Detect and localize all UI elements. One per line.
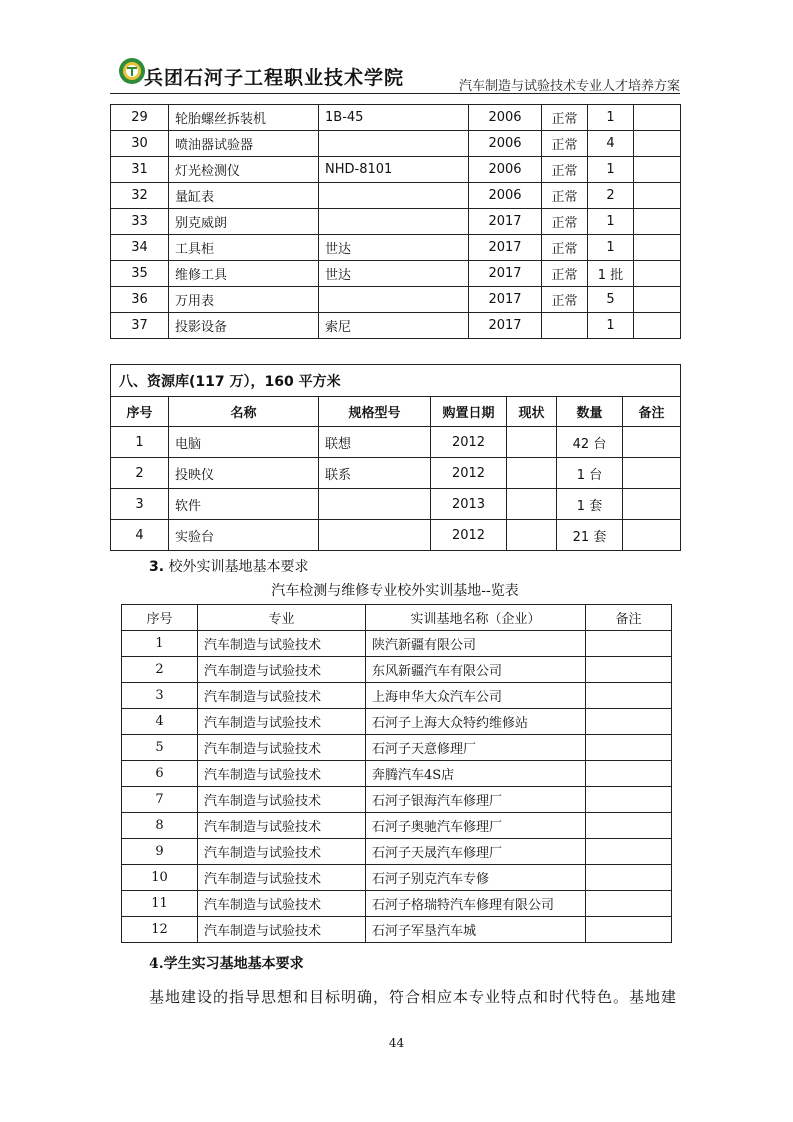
equipment-row xyxy=(111,105,681,131)
offcampus-cell: 4 xyxy=(122,709,198,735)
resource-row xyxy=(111,458,681,489)
equipment-cell: 29 xyxy=(111,105,169,131)
equipment-table-body xyxy=(111,105,681,339)
equipment-cell: 工具柜 xyxy=(169,235,319,261)
offcampus-cell: 汽车制造与试验技术 xyxy=(198,657,366,683)
offcampus-cell: 7 xyxy=(122,787,198,813)
resource-cell: 1 套 xyxy=(557,489,623,520)
offcampus-cell xyxy=(586,813,672,839)
equipment-cell: 灯光检测仪 xyxy=(169,157,319,183)
offcampus-cell xyxy=(586,917,672,943)
equipment-cell: 36 xyxy=(111,287,169,313)
equipment-cell xyxy=(319,209,469,235)
resource-cell: 42 台 xyxy=(557,427,623,458)
offcampus-cell: 石河子银海汽车修理厂 xyxy=(366,787,586,813)
equipment-cell xyxy=(634,157,681,183)
resource-cell: 联系 xyxy=(319,458,431,489)
offcampus-row xyxy=(122,735,672,761)
equipment-table-continued xyxy=(110,104,681,339)
offcampus-row xyxy=(122,787,672,813)
offcampus-cell: 1 xyxy=(122,631,198,657)
offcampus-row xyxy=(122,891,672,917)
resource-row xyxy=(111,489,681,520)
equipment-cell: 32 xyxy=(111,183,169,209)
page-number: 44 xyxy=(388,1036,405,1050)
offcampus-cell: 石河子别克汽车专修 xyxy=(366,865,586,891)
equipment-cell: 37 xyxy=(111,313,169,339)
equipment-cell: 正常 xyxy=(542,183,588,209)
offcampus-cell: 石河子格瑞特汽车修理有限公司 xyxy=(366,891,586,917)
offcampus-row xyxy=(122,917,672,943)
resource-cell: 2012 xyxy=(431,520,507,551)
equipment-cell: 2017 xyxy=(469,261,542,287)
equipment-cell: 4 xyxy=(588,131,634,157)
equipment-cell: 2017 xyxy=(469,209,542,235)
school-logo-icon xyxy=(118,57,146,85)
resource-header-cell: 名称 xyxy=(169,397,319,427)
equipment-cell: 索尼 xyxy=(319,313,469,339)
equipment-cell: 正常 xyxy=(542,209,588,235)
offcampus-cell: 上海申华大众汽车公司 xyxy=(366,683,586,709)
equipment-cell xyxy=(634,105,681,131)
offcampus-row xyxy=(122,631,672,657)
offcampus-cell: 陕汽新疆有限公司 xyxy=(366,631,586,657)
resource-cell xyxy=(623,458,681,489)
offcampus-cell xyxy=(586,735,672,761)
equipment-cell: 世达 xyxy=(319,261,469,287)
resource-row xyxy=(111,427,681,458)
offcampus-cell: 汽车制造与试验技术 xyxy=(198,761,366,787)
equipment-cell: 2017 xyxy=(469,287,542,313)
resource-cell xyxy=(507,489,557,520)
resource-cell xyxy=(623,520,681,551)
equipment-cell: 1 xyxy=(588,157,634,183)
resource-cell xyxy=(507,520,557,551)
resource-cell: 4 xyxy=(111,520,169,551)
equipment-row xyxy=(111,209,681,235)
resource-cell xyxy=(507,427,557,458)
document-title: 汽车制造与试验技术专业人才培养方案 xyxy=(458,79,680,94)
offcampus-cell xyxy=(586,631,672,657)
offcampus-cell: 9 xyxy=(122,839,198,865)
equipment-cell: 1 xyxy=(588,313,634,339)
resource-row xyxy=(111,520,681,551)
offcampus-cell: 汽车制造与试验技术 xyxy=(198,709,366,735)
equipment-cell: 万用表 xyxy=(169,287,319,313)
offcampus-cell: 石河子奥驰汽车修理厂 xyxy=(366,813,586,839)
offcampus-cell: 汽车制造与试验技术 xyxy=(198,917,366,943)
offcampus-cell: 奔腾汽车4S店 xyxy=(366,761,586,787)
offcampus-row xyxy=(122,839,672,865)
offcampus-cell: 汽车制造与试验技术 xyxy=(198,891,366,917)
offcampus-cell: 6 xyxy=(122,761,198,787)
resource-cell: 投映仪 xyxy=(169,458,319,489)
offcampus-cell: 石河子天意修理厂 xyxy=(366,735,586,761)
resource-cell: 1 xyxy=(111,427,169,458)
resource-header-cell: 序号 xyxy=(111,397,169,427)
equipment-cell: 30 xyxy=(111,131,169,157)
resource-cell: 联想 xyxy=(319,427,431,458)
offcampus-cell: 汽车制造与试验技术 xyxy=(198,631,366,657)
equipment-cell: 33 xyxy=(111,209,169,235)
equipment-cell: 2006 xyxy=(469,183,542,209)
equipment-cell: 31 xyxy=(111,157,169,183)
section-4-heading: 4.学生实习基地基本要求 xyxy=(149,956,304,972)
equipment-cell: 别克威朗 xyxy=(169,209,319,235)
equipment-row xyxy=(111,131,681,157)
equipment-row xyxy=(111,157,681,183)
resource-header-cell: 数量 xyxy=(557,397,623,427)
resource-header-cell: 购置日期 xyxy=(431,397,507,427)
offcampus-cell xyxy=(586,709,672,735)
offcampus-cell: 12 xyxy=(122,917,198,943)
offcampus-cell xyxy=(586,891,672,917)
equipment-cell: 正常 xyxy=(542,261,588,287)
equipment-cell: 喷油器试验器 xyxy=(169,131,319,157)
offcampus-cell: 东风新疆汽车有限公司 xyxy=(366,657,586,683)
offcampus-header-cell: 序号 xyxy=(122,605,198,631)
resource-cell: 2 xyxy=(111,458,169,489)
school-name: 兵团石河子工程职业技术学院 xyxy=(144,67,405,89)
resource-header-cell: 现状 xyxy=(507,397,557,427)
offcampus-cell xyxy=(586,657,672,683)
offcampus-cell xyxy=(586,787,672,813)
offcampus-row xyxy=(122,683,672,709)
offcampus-cell: 汽车制造与试验技术 xyxy=(198,683,366,709)
equipment-cell: 正常 xyxy=(542,131,588,157)
resource-section-title: 八、资源库(117 万），160 平方米 xyxy=(111,365,681,397)
offcampus-header-cell: 实训基地名称（企业） xyxy=(366,605,586,631)
equipment-cell: NHD-8101 xyxy=(319,157,469,183)
subheading-number: 3. xyxy=(149,559,165,575)
offcampus-row xyxy=(122,657,672,683)
equipment-cell: 5 xyxy=(588,287,634,313)
offcampus-bases-table xyxy=(121,604,672,943)
equipment-row xyxy=(111,313,681,339)
equipment-cell: 1 xyxy=(588,209,634,235)
equipment-cell: 量缸表 xyxy=(169,183,319,209)
offcampus-cell: 汽车制造与试验技术 xyxy=(198,865,366,891)
offcampus-cell xyxy=(586,761,672,787)
resource-cell xyxy=(319,520,431,551)
offcampus-row xyxy=(122,761,672,787)
equipment-cell: 正常 xyxy=(542,235,588,261)
equipment-cell: 1B-45 xyxy=(319,105,469,131)
equipment-cell xyxy=(634,313,681,339)
equipment-cell xyxy=(319,183,469,209)
equipment-cell xyxy=(634,131,681,157)
resource-cell: 电脑 xyxy=(169,427,319,458)
equipment-cell: 2017 xyxy=(469,313,542,339)
resource-cell: 1 台 xyxy=(557,458,623,489)
equipment-cell xyxy=(634,183,681,209)
section-4-paragraph: 基地建设的指导思想和目标明确，符合相应本专业特点和时代特色。基地建 xyxy=(149,988,678,1006)
offcampus-cell: 10 xyxy=(122,865,198,891)
offcampus-cell xyxy=(586,839,672,865)
offcampus-cell: 汽车制造与试验技术 xyxy=(198,839,366,865)
offcampus-header-cell: 专业 xyxy=(198,605,366,631)
offcampus-table-caption: 汽车检测与维修专业校外实训基地--览表 xyxy=(271,583,519,599)
equipment-cell xyxy=(634,287,681,313)
resource-cell: 实验台 xyxy=(169,520,319,551)
equipment-cell: 2017 xyxy=(469,235,542,261)
resource-cell: 3 xyxy=(111,489,169,520)
equipment-cell: 正常 xyxy=(542,157,588,183)
offcampus-row xyxy=(122,709,672,735)
subheading-text: 校外实训基地基本要求 xyxy=(168,559,309,575)
equipment-cell: 维修工具 xyxy=(169,261,319,287)
equipment-row xyxy=(111,261,681,287)
equipment-row xyxy=(111,183,681,209)
resource-cell: 2012 xyxy=(431,458,507,489)
page-header xyxy=(110,55,680,95)
equipment-cell: 1 xyxy=(588,235,634,261)
offcampus-cell: 汽车制造与试验技术 xyxy=(198,735,366,761)
equipment-cell: 投影设备 xyxy=(169,313,319,339)
equipment-cell: 2006 xyxy=(469,131,542,157)
equipment-cell xyxy=(319,131,469,157)
offcampus-cell: 汽车制造与试验技术 xyxy=(198,787,366,813)
subheading-offcampus xyxy=(149,556,309,576)
equipment-row xyxy=(111,235,681,261)
equipment-cell: 正常 xyxy=(542,287,588,313)
offcampus-cell xyxy=(586,865,672,891)
equipment-cell xyxy=(542,313,588,339)
offcampus-cell: 2 xyxy=(122,657,198,683)
equipment-cell: 35 xyxy=(111,261,169,287)
offcampus-cell: 5 xyxy=(122,735,198,761)
resource-cell: 2013 xyxy=(431,489,507,520)
resource-cell: 软件 xyxy=(169,489,319,520)
equipment-cell: 正常 xyxy=(542,105,588,131)
equipment-cell: 2 xyxy=(588,183,634,209)
resource-cell xyxy=(623,427,681,458)
offcampus-cell xyxy=(586,683,672,709)
equipment-cell: 1 批 xyxy=(588,261,634,287)
resource-cell: 2012 xyxy=(431,427,507,458)
offcampus-cell: 汽车制造与试验技术 xyxy=(198,813,366,839)
equipment-row xyxy=(111,287,681,313)
offcampus-row xyxy=(122,813,672,839)
offcampus-row xyxy=(122,865,672,891)
offcampus-cell: 石河子天晟汽车修理厂 xyxy=(366,839,586,865)
offcampus-cell: 11 xyxy=(122,891,198,917)
resource-cell xyxy=(507,458,557,489)
offcampus-cell: 石河子军垦汽车城 xyxy=(366,917,586,943)
equipment-cell xyxy=(634,261,681,287)
resource-header-row xyxy=(111,397,681,427)
resource-header-cell: 规格型号 xyxy=(319,397,431,427)
equipment-cell: 世达 xyxy=(319,235,469,261)
resource-cell xyxy=(319,489,431,520)
equipment-cell: 2006 xyxy=(469,105,542,131)
equipment-cell xyxy=(634,209,681,235)
equipment-cell: 34 xyxy=(111,235,169,261)
offcampus-header-cell: 备注 xyxy=(586,605,672,631)
equipment-cell: 1 xyxy=(588,105,634,131)
resource-header-cell: 备注 xyxy=(623,397,681,427)
resource-cell: 21 套 xyxy=(557,520,623,551)
equipment-cell: 2006 xyxy=(469,157,542,183)
header-rule xyxy=(110,93,680,94)
offcampus-cell: 石河子上海大众特约维修站 xyxy=(366,709,586,735)
resource-library-table xyxy=(110,364,681,551)
resource-cell xyxy=(623,489,681,520)
equipment-cell: 轮胎螺丝拆装机 xyxy=(169,105,319,131)
equipment-cell xyxy=(319,287,469,313)
equipment-cell xyxy=(634,235,681,261)
offcampus-header-row xyxy=(122,605,672,631)
offcampus-cell: 3 xyxy=(122,683,198,709)
offcampus-cell: 8 xyxy=(122,813,198,839)
